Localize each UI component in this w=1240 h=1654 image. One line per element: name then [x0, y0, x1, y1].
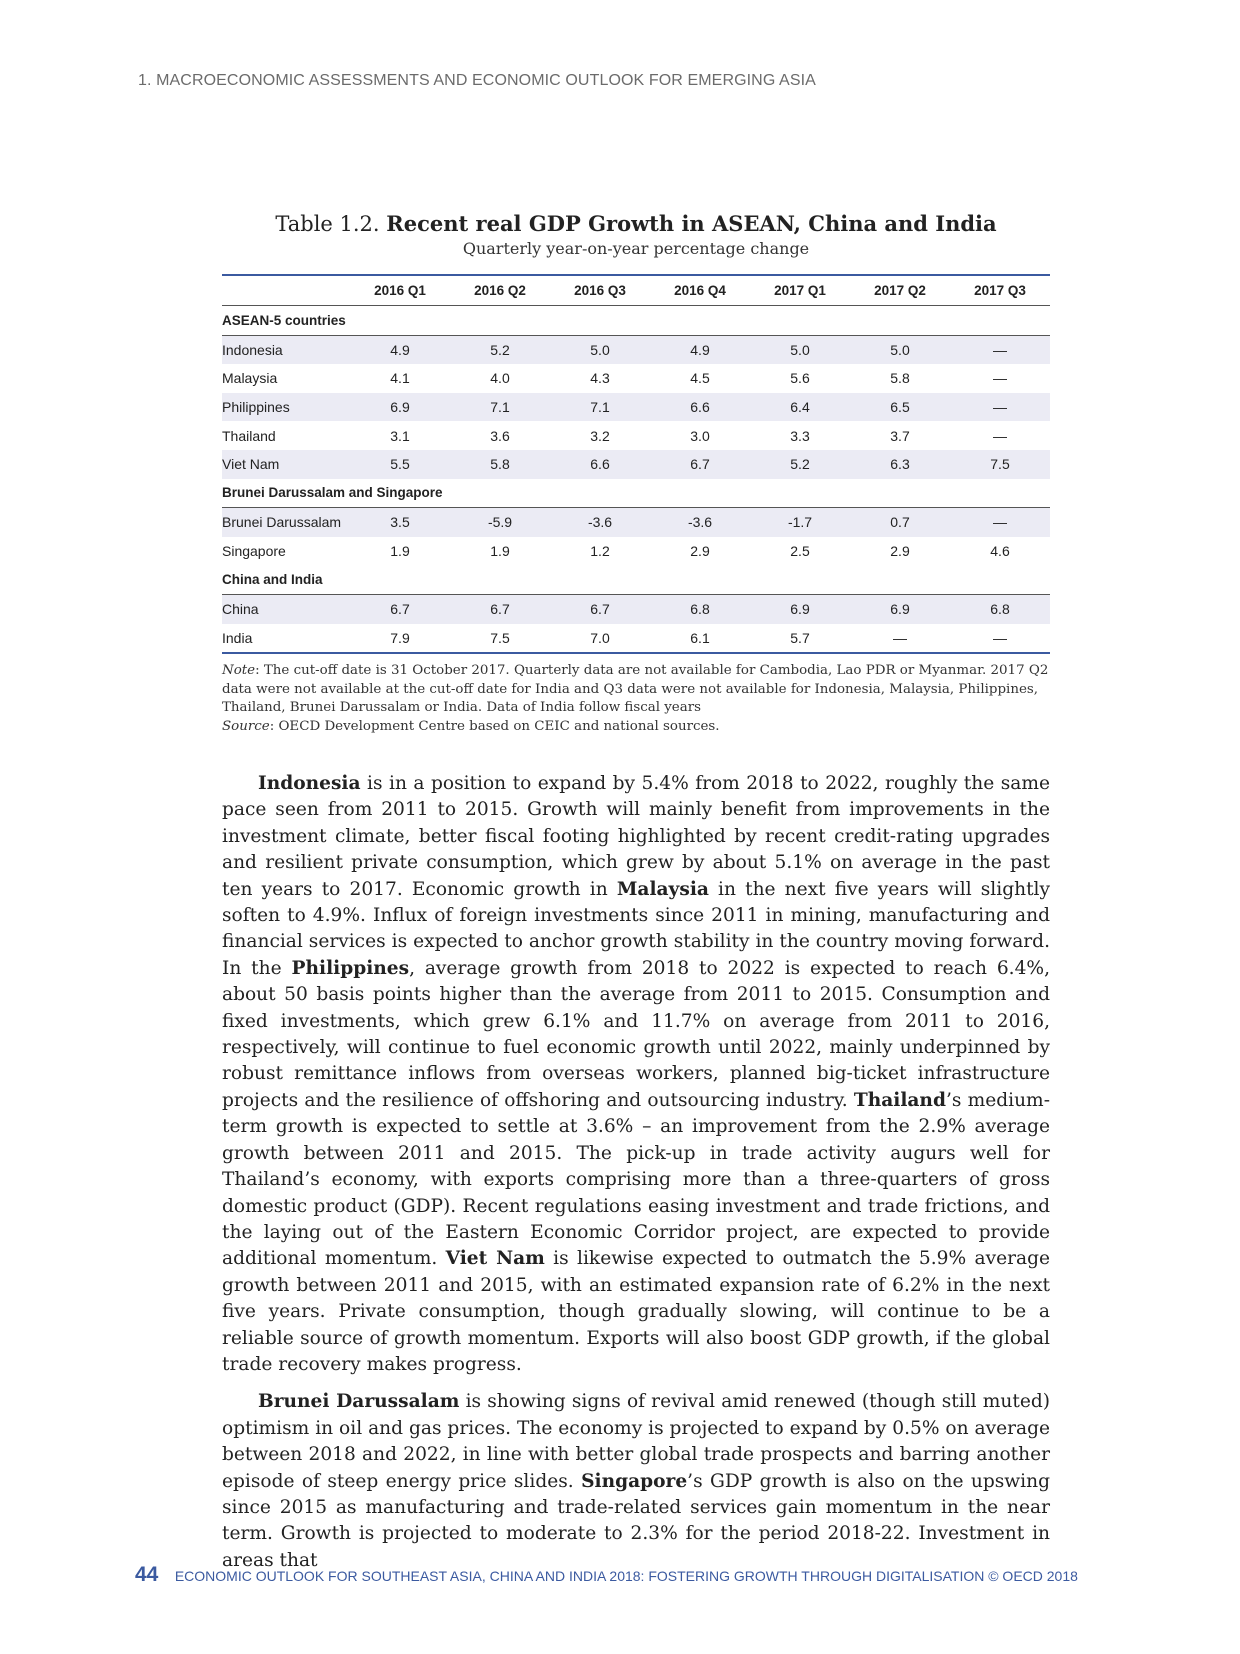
- value-cell: —: [950, 335, 1050, 364]
- group-header-row: [222, 565, 1050, 594]
- value-cell: 1.2: [590, 543, 610, 560]
- value-cell: 6.5: [850, 393, 950, 422]
- value-cell: 1.9: [390, 543, 410, 560]
- value-cell: —: [950, 508, 1050, 537]
- value-cell: 6.8: [950, 594, 1050, 623]
- table-title-text: Recent real GDP Growth in ASEAN, China and India: [386, 211, 997, 236]
- value-cell: 2.9: [890, 543, 910, 560]
- column-header: 2017 Q3: [950, 275, 1050, 306]
- value-cell: 0.7: [850, 508, 950, 537]
- value-cell: -1.7: [750, 508, 850, 537]
- value-cell: —: [893, 629, 907, 646]
- value-cell: 3.6: [490, 427, 510, 444]
- paragraph: [222, 771, 1050, 1378]
- group-name: ASEAN-5 countries: [222, 306, 1050, 336]
- value-cell: 6.6: [650, 393, 750, 422]
- value-cell: 3.5: [350, 508, 450, 537]
- value-cell: 7.9: [390, 629, 410, 646]
- body-text: [222, 771, 1050, 1585]
- table-row: [222, 450, 1050, 479]
- table-note: [222, 662, 1050, 736]
- value-cell: 4.1: [390, 370, 410, 387]
- footer-text: ECONOMIC OUTLOOK FOR SOUTHEAST ASIA, CHINA AND INDIA 2018: FOSTERING GROWTH THROUGH DIGITALISATION © OECD 2018: [174, 1568, 1078, 1584]
- column-header: 2016 Q2: [450, 275, 550, 306]
- country-cell: Indonesia: [222, 335, 350, 364]
- bold-country-name: Indonesia: [258, 773, 361, 794]
- source-label: Source: [222, 718, 270, 734]
- value-cell: 3.2: [590, 427, 610, 444]
- text-run: is showing signs of revival amid renewed (though still muted) optimism in oil and gas prices. The economy is projected to expand by 0.5% on average between 2018 and 2022, in line with better global trade prospects and barring another episode of steep energy price slides.: [222, 1391, 1050, 1492]
- paragraph: [222, 1389, 1050, 1574]
- value-cell: —: [950, 393, 1050, 422]
- value-cell: 3.0: [690, 427, 710, 444]
- gdp-table: [222, 274, 1050, 654]
- bold-country-name: Malaysia: [616, 878, 709, 900]
- value-cell: 1.9: [490, 543, 510, 560]
- table-body: [222, 306, 1050, 654]
- value-cell: 6.7: [650, 450, 750, 479]
- header-blank-cell: [222, 275, 350, 306]
- text-run: ’s GDP growth is also on the upswing since 2015 as manufacturing and trade-related services gain momentum in the near term. Growth is projected to moderate to 2.3% for the period 2018-22. Investment in areas that: [222, 1470, 1051, 1571]
- table-row: [222, 364, 1050, 393]
- value-cell: 6.9: [350, 393, 450, 422]
- value-cell: 4.9: [350, 335, 450, 364]
- value-cell: 7.0: [590, 629, 610, 646]
- page-footer: [135, 1563, 1078, 1587]
- table-row: [222, 421, 1050, 450]
- value-cell: —: [993, 629, 1007, 646]
- text-run: in the next five years will slightly soften to 4.9%. Influx of foreign investments since 2011 in mining, manufacturing and financial services is expected to anchor growth stability in the country moving forward. In the: [222, 878, 1050, 979]
- note-line: [222, 662, 1050, 718]
- value-cell: 4.5: [690, 370, 710, 387]
- value-cell: 6.8: [650, 594, 750, 623]
- text-run: is likewise expected to outmatch the 5.9% average growth between 2011 and 2015, with an estimated expansion rate of 6.2% in the next five years. Private consumption, though gradually slowing, will continue to be a reliable source of growth momentum. Exports will also boost GDP growth, if the global trade recovery makes progress.: [222, 1248, 1050, 1375]
- bold-country-name: Brunei Darussalam: [258, 1391, 460, 1413]
- country-cell: India: [222, 629, 253, 646]
- bold-country-name: Viet Nam: [445, 1248, 545, 1270]
- group-name: China and India: [222, 565, 1050, 594]
- table-subtitle: Quarterly year-on-year percentage change: [462, 239, 810, 258]
- value-cell: 5.8: [890, 370, 910, 387]
- value-cell: 3.1: [390, 427, 410, 444]
- table-row: [222, 508, 1050, 537]
- value-cell: 6.6: [550, 450, 650, 479]
- value-cell: 6.3: [850, 450, 950, 479]
- source-text: : OECD Development Centre based on CEIC and national sources.: [269, 718, 720, 734]
- group-name: Brunei Darussalam and Singapore: [222, 479, 1050, 508]
- value-cell: 6.4: [750, 393, 850, 422]
- table-number: Table 1.2.: [275, 212, 380, 236]
- country-cell: Malaysia: [222, 370, 278, 387]
- page-number: 44: [135, 1563, 159, 1586]
- value-cell: 2.9: [690, 543, 710, 560]
- value-cell: 7.1: [550, 393, 650, 422]
- value-cell: -3.6: [550, 508, 650, 537]
- column-header: 2016 Q3: [550, 275, 650, 306]
- table-row: [222, 624, 1050, 654]
- running-head: 1. MACROECONOMIC ASSESSMENTS AND ECONOMIC OUTLOOK FOR EMERGING ASIA: [138, 72, 816, 89]
- country-cell: Philippines: [222, 393, 350, 422]
- value-cell: 6.7: [550, 594, 650, 623]
- table-row: [222, 537, 1050, 566]
- table-row: [222, 393, 1050, 422]
- column-header: 2016 Q1: [350, 275, 450, 306]
- value-cell: 5.7: [790, 629, 810, 646]
- text-run: ’s medium-term growth is expected to settle at 3.6% – an improvement from the 2.9% average growth between 2011 and 2015. The pick-up in trade activity augurs well for Thailand’s economy, with exports comprising more than a three-quarters of gross domestic product (GDP). Recent regulations easing investment and trade frictions, and the laying out of the Eastern Economic Corridor project, are expected to provide additional momentum.: [222, 1089, 1050, 1270]
- value-cell: 6.7: [350, 594, 450, 623]
- value-cell: 3.7: [890, 427, 910, 444]
- column-header: 2017 Q2: [850, 275, 950, 306]
- value-cell: 5.5: [350, 450, 450, 479]
- table-block: [222, 210, 1050, 736]
- value-cell: 5.2: [450, 335, 550, 364]
- bold-country-name: Thailand: [853, 1089, 946, 1111]
- country-cell: Thailand: [222, 427, 276, 444]
- value-cell: 7.5: [950, 450, 1050, 479]
- text-run: is in a position to expand by 5.4% from 2018 to 2022, roughly the same pace seen from 2011 to 2015. Growth will mainly benefit from improvements in the investment climate, better fiscal footing highlighted by recent credit-rating upgrades and resilient private consumption, which grew by about 5.1% on average in the past ten years to 2017. Economic growth in: [222, 773, 1050, 900]
- value-cell: 6.9: [850, 594, 950, 623]
- value-cell: 7.5: [490, 629, 510, 646]
- value-cell: 4.0: [490, 370, 510, 387]
- text-run: , average growth from 2018 to 2022 is expected to reach 6.4%, about 50 basis points higher than the average from 2011 to 2015. Consumption and fixed investments, which grew 6.1% and 11.7% on average from 2011 to 2016, respectively, will continue to fuel economic growth until 2022, mainly underpinned by robust remittance inflows from overseas workers, planned big-ticket infrastructure projects and the resilience of offshoring and outsourcing industry.: [222, 957, 1051, 1111]
- value-cell: 4.9: [650, 335, 750, 364]
- value-cell: 6.9: [750, 594, 850, 623]
- group-header-row: [222, 306, 1050, 336]
- value-cell: 5.0: [550, 335, 650, 364]
- value-cell: 3.3: [790, 427, 810, 444]
- value-cell: -3.6: [650, 508, 750, 537]
- value-cell: 5.8: [450, 450, 550, 479]
- country-cell: Singapore: [222, 543, 286, 560]
- value-cell: —: [993, 427, 1007, 444]
- group-header-row: [222, 479, 1050, 508]
- value-cell: 6.7: [450, 594, 550, 623]
- bold-country-name: Singapore: [581, 1470, 688, 1492]
- value-cell: 5.2: [750, 450, 850, 479]
- country-cell: China: [222, 594, 350, 623]
- table-title: [222, 210, 1050, 238]
- value-cell: —: [993, 370, 1007, 387]
- value-cell: 2.5: [790, 543, 810, 560]
- value-cell: 5.6: [790, 370, 810, 387]
- table-row: [222, 335, 1050, 364]
- table-header-row: [222, 275, 1050, 306]
- bold-country-name: Philippines: [291, 957, 410, 979]
- value-cell: 7.1: [450, 393, 550, 422]
- country-cell: Brunei Darussalam: [222, 508, 350, 537]
- value-cell: 4.3: [590, 370, 610, 387]
- value-cell: 5.0: [750, 335, 850, 364]
- column-header: 2016 Q4: [650, 275, 750, 306]
- country-cell: Viet Nam: [222, 450, 350, 479]
- value-cell: -5.9: [450, 508, 550, 537]
- value-cell: 4.6: [990, 543, 1010, 560]
- note-label: Note: [222, 663, 256, 679]
- note-text: : The cut-off date is 31 October 2017. Quarterly data are not available for Cambodia, Lao PDR or Myanmar. 2017 Q2 data were not available at the cut-off date for India and Q3 data were not available for Indonesia, Malaysia, Philippines, Thailand, Brunei Darussalam or India. Data of India follow fiscal years: [222, 663, 1049, 716]
- table-row: [222, 594, 1050, 623]
- column-header: 2017 Q1: [750, 275, 850, 306]
- value-cell: 5.0: [850, 335, 950, 364]
- value-cell: 6.1: [690, 629, 710, 646]
- source-line: [222, 718, 1050, 737]
